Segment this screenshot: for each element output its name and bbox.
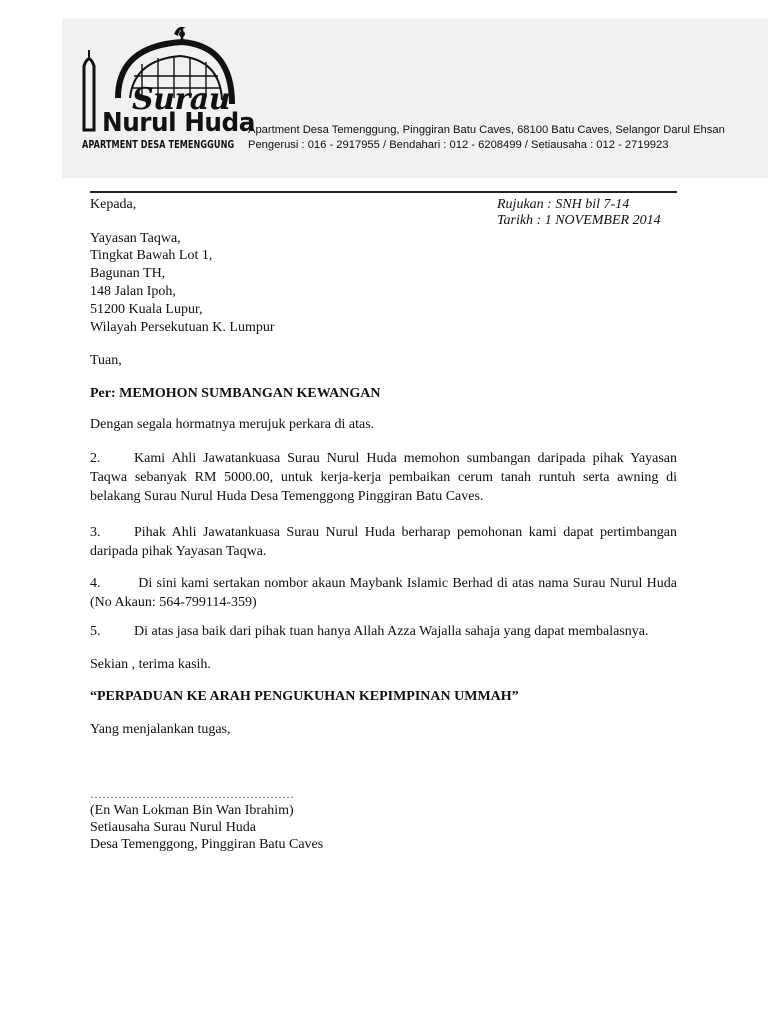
signatory-name: (En Wan Lokman Bin Wan Ibrahim) xyxy=(90,803,294,818)
letter-subject: Per: MEMOHON SUMBANGAN KEWANGAN xyxy=(90,386,381,401)
paragraph-number: 5. xyxy=(90,624,101,639)
reference-number: Rujukan : SNH bil 7-14 xyxy=(497,197,630,212)
paragraph-2 xyxy=(90,449,677,506)
logo-nurul-huda-text: Nurul Huda xyxy=(102,108,255,138)
letter-date: Tarikh : 1 NOVEMBER 2014 xyxy=(497,213,661,228)
recipient-salutation: Kepada, xyxy=(90,197,137,212)
recipient-line: 148 Jalan Ipoh, xyxy=(90,284,176,299)
paragraph-text: Di atas jasa baik dari pihak tuan hanya Allah Azza Wajalla sahaja yang dapat membalasnya. xyxy=(134,624,649,639)
paragraph-text: Kami Ahli Jawatankuasa Surau Nurul Huda memohon sumbangan daripada pihak Yayasan Taqwa sebanyak RM 5000.00, untuk kerja-kerja pembaikan cerum tanah runtuh serta awning di belakang Surau Nurul Huda Desa Temenggong Pinggiran Batu Caves. xyxy=(90,451,677,504)
recipient-line: Yayasan Taqwa, xyxy=(90,231,181,246)
signature-line: …………………………………………… xyxy=(90,787,294,801)
organization-contacts: Pengerusi : 016 - 2917955 / Bendahari : 012 - 6208499 / Setiausaha : 012 - 2719923 xyxy=(248,139,669,151)
recipient-line: Wilayah Persekutuan K. Lumpur xyxy=(90,320,275,335)
recipient-line: 51200 Kuala Lupur, xyxy=(90,302,203,317)
paragraph-5 xyxy=(90,622,677,641)
recipient-line: Bagunan TH, xyxy=(90,266,166,281)
thanks-line: Sekian , terima kasih. xyxy=(90,657,211,672)
paragraph-number: 2. xyxy=(90,451,101,466)
closing-line: Yang menjalankan tugas, xyxy=(90,722,231,737)
signatory-title: Setiausaha Surau Nurul Huda xyxy=(90,820,257,835)
signatory-place: Desa Temenggong, Pinggiran Batu Caves xyxy=(90,837,324,852)
paragraph-text: Di sini kami sertakan nombor akaun Maybank Islamic Berhad di atas nama Surau Nurul Huda (No Akaun: 564-799114-359) xyxy=(90,576,677,610)
logo-surau-text: Surau xyxy=(132,82,231,117)
recipient-line: Tingkat Bawah Lot 1, xyxy=(90,248,213,263)
greeting: Tuan, xyxy=(90,353,122,368)
paragraph-number: 4. xyxy=(90,576,101,591)
paragraph-text: Pihak Ahli Jawatankuasa Surau Nurul Huda berharap pemohonan kami dapat pertimbangan daripada pihak Yayasan Taqwa. xyxy=(90,525,677,559)
organization-address: Apartment Desa Temenggung, Pinggiran Batu Caves, 68100 Batu Caves, Selangor Darul Ehsan xyxy=(248,124,725,136)
motto: “PERPADUAN KE ARAH PENGUKUHAN KEPIMPINAN UMMAH” xyxy=(90,689,519,704)
paragraph-4 xyxy=(90,574,677,612)
opening-line: Dengan segala hormatnya merujuk perkara di atas. xyxy=(90,417,375,432)
paragraph-number: 3. xyxy=(90,525,101,540)
logo-apartment-text: APARTMENT DESA TEMENGGUNG xyxy=(82,139,235,151)
header-divider xyxy=(90,191,677,193)
paragraph-3 xyxy=(90,523,677,561)
